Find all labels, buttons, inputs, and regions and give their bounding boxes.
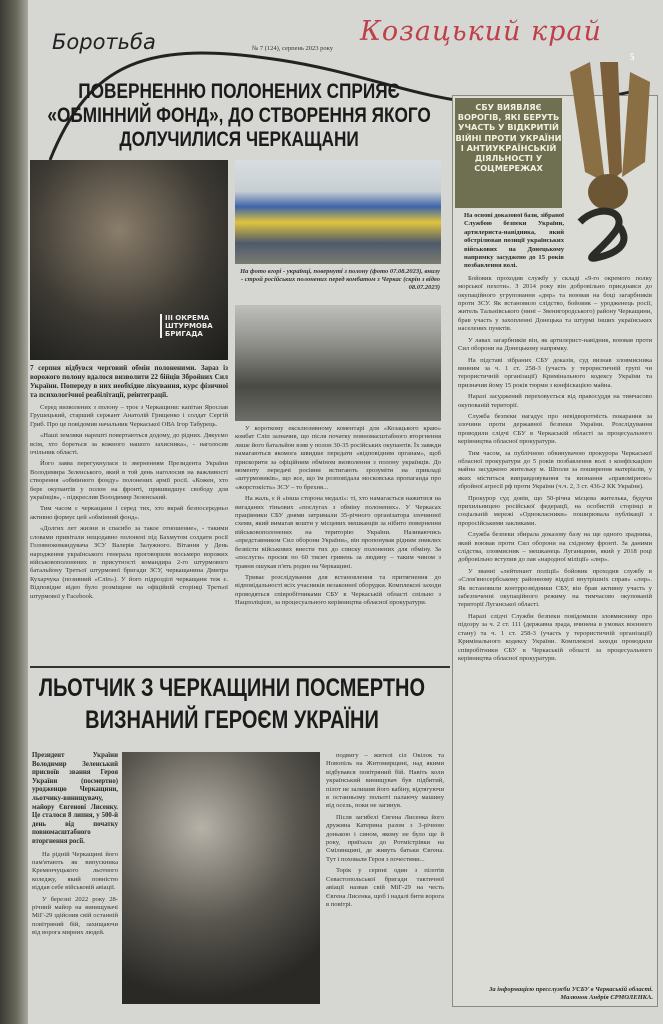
paragraph: Торік у серпні один з пілотів Севастопольської бригади тактичної авіації назвав свій МіГ-29 на честь Євгена Лисенка, щоб і надалі бити ворога в повітрі.	[326, 867, 444, 908]
article2-right-column	[326, 752, 444, 1016]
paragraph: Прокурор суд довів, що 50-річна місцева жителька, будучи прихильницею російської федерації, на особистій сторінці в соціальній мережі «Однокласники» поширювала публікації з проросійськими закликами.	[458, 494, 652, 527]
photo-caption: На фото вгорі - українці, повернуті з полону (фото 07.08.2023), внизу - строй російських полонених перед комбатом з Черкас (скрін з відео 08.07.2023)	[240, 268, 440, 291]
paragraph: «Долгих лет жизни и спасибо за такое отношение», - такими словами привітали нещодавно полонені під Бахмутом солдати росії Головнокомандувача ЗСУ Валерія Залужного. Вітання у День народження українського генерала проговорили восьмеро ворожих військовополонених в присутності командира 2-го штурмового батальйону Третьої штурмової бригади ЗСУ, черкащанина Дмитра Кухарчука (позивний «Сліп»). У його підрозділі черкащани теж є. Відповідне відео було розміщене на офіційній сторінці Третьої штурмової у Facebook.	[30, 525, 228, 600]
sidebar-signature	[458, 986, 653, 1002]
paragraph: «Наші земляки нарешті повертаються додому, до рідних. Дякуємо всім, хто бореться за кожного нашого захисника», - наголосив очільник області.	[30, 432, 228, 457]
paragraph: У короткому ексклюзивному коментарі для «Козацького краю» комбат Сліп зазначив, що після початку повномасштабного вторгнення лише його батальйон взяв у полон 30-35 російських окупантів. Їх завжди намагаються якомога швидше передати «відповідним органам», щоб прискорити за офіційним обміном визволення з полону українців. До моменту передачі росіяни встигають зрозуміти на прикладі «штурмовиків», що все, що їм розповідала московська пропаганда про «жорстокість» ЗСУ – то брехня...	[235, 425, 441, 491]
article2-left-block	[32, 752, 118, 1016]
soldier-photo	[30, 160, 228, 360]
paragraph: У званні «лейтенант поліції» бойовик проходив службу в «Слов'яносербському районному відділі внутрішніх справ» «лнр». Як встановили контррозвідники СБУ, він брав активну участь у забезпеченні окупаційного режиму на тимчасово окупованій території Луганської області.	[458, 567, 652, 609]
pilot-photo	[122, 752, 320, 1004]
paragraph: Тим часом є черкащани і серед тих, хто вкрай безпосередньо активно формує цей «обмінний фонд».	[30, 505, 228, 521]
paragraph: Після загибелі Євгена Лисенка його дружина Катерина разом з 3-річною донькою і сином, якому не було ще й року, приїхала до Ротмістрівки на Смілянщині, де живуть батьки Євгена. Тут і поховали Героя з почестями...	[326, 813, 444, 863]
sidebar-lead: На основі доказової бази, зібраної Службою безпеки України, артилериста-навідника, який обстрілював позиції українських військових на Донецькому напрямку засуджено до 15 років позбавлення волі.	[464, 212, 564, 270]
sidebar-headline: СБУ ВИЯВЛЯЄ ВОРОГІВ, ЯКІ БЕРУТЬ УЧАСТЬ У ВІДКРИТІЙ ВІЙНІ ПРОТИ УКРАЇНИ І АНТИУКРАЇНСЬКІЙ ДІЯЛЬНОСТІ У СОЦМЕРЕЖАХ	[455, 98, 562, 208]
adjacent-page-edge	[0, 0, 28, 1024]
issue-info: № 7 (124), серпень 2023 року	[252, 45, 334, 52]
article1-headline: ПОВЕРНЕННЮ ПОЛОНЕНИХ СПРИЯЄ «ОБМІННИЙ ФОНД», ДО СТВОРЕННЯ ЯКОГО ДОЛУЧИЛИСЯ ЧЕРКАЩАНИ	[47, 80, 431, 151]
paragraph: Наразі засуджений переховується від правосуддя на тимчасово окупованій території.	[458, 393, 652, 409]
article1-lead: 7 серпня відбувся черговий обмін полоненими. Зараз із ворожого полону вдалося визволити 22 бійців Збройних Сил України. Попереду в них необхідне лікування, курс фізичної та психологічної реабілітації, реінтеграції.	[30, 364, 228, 399]
paragraph: На жаль, є й «інша сторона медалі»: ті, хто намагається нажитися на вигаданих тіньових «послугах з обміну полонених». У Черкасах працівники СБУ днями затримали 35-річного організатора злочинної схеми, який вимагав кошти у місцевих мешканців за нібито повернення військовополонених на територію України. Називаючись «представником Сил оборони України», він пропонував рідним зниклих безвісти військових внести тих до списку полонених для обміну. За «послуги» просив по 60 тисяч гривень за людину – таким чином з травня ошукав п'ять родин на Черкащині.	[235, 495, 441, 570]
signature-source: За інформацією пресслужби УСБУ в Черкаській області.	[489, 986, 653, 993]
paragraph: У березні 2022 року 28-річний майор на винищувачі МіГ-29 здійснив свій останній повітряний бій, захищаючи від ворога мирних людей.	[32, 895, 118, 937]
paragraph: Наразі слідчі Служби безпеки повідомили зловмиснику про підозру за ч. 2 ст. 111 (державна зрада, вчинена в умовах воєнного стану) та ч. 1 ст. 258-3 (участь у терористичній організації) Кримінального кодексу України. Комплексні заходи проводили співробітники СБУ в Черкаській області за процесуального керівництва обласної прокуратури.	[458, 612, 652, 662]
article2-lead: Президент України Володимир Зеленський присвоїв звання Героя України (посмертно) уродженцю Черкащини, льотчику-винищувачу, майору Євгенові Лисенку. Це сталося 8 липня, у 500-й день від початку повномасштабного вторгнення росії.	[32, 752, 118, 845]
article1-left-column	[30, 404, 228, 662]
returned-prisoners-photo	[235, 160, 441, 264]
paragraph: Служба безпеки збирала доказову базу на ще одного зрадника, який воював проти Сил оборони на східному фронті. За даними слідства, зловмисник – мешканець Луганщини, який у 2018 році добровільно вступив до лав «народної міліції» «лнр».	[458, 531, 652, 564]
paragraph: На підставі зібраних СБУ доказів, суд визнав зловмисника винним за ч. 1 ст. 258-3 (участь у терористичній групі чи терористичній організації) Кримінального кодексу України та призначив йому 15 років тюрми з конфіскацією майна.	[458, 356, 652, 389]
brigade-badge: III ОКРЕМА ШТУРМОВА БРИГАДА	[160, 314, 220, 338]
sidebar-text-block	[458, 212, 652, 982]
signature-illustrator: Малюнок Андрія ЄРМОЛЕНКА.	[560, 994, 653, 1001]
paragraph: Його заява перегукнулася із зверненням Президента України Володимира Зеленського, який в той день наголосив на важливості створення «обмінного фонду» полонених армії росії. «Кожен, хто бере окупантів у полон на фронті, пришвидшує свободу для українців», - підкреслив Володимир Зеленський.	[30, 460, 228, 502]
paragraph: Тим часом, за публічною обвинувачою прокурора Черкаської обласної прокуратури до 5 років позбавлення волі з конфіскацією майна засуджено жительку м. Шполи за поширення матеріалів, у яких міститься виправдовування та визнання «правомірною» збройної агресії рф проти України (ч.ч. 2, 3 ст. 436-2 КК України).	[458, 449, 652, 491]
paragraph: Служба безпеки нагадує про невідворотність покарання за злочини проти державної безпеки України. Розслідування проводили слідчі СБУ в Черкаській області за процесуального керівництва обласної прокуратури.	[458, 412, 652, 446]
article1-middle-column	[235, 425, 441, 661]
sidebar-body	[458, 275, 652, 982]
article2-left-column	[32, 851, 118, 1016]
section-divider	[30, 666, 450, 668]
paragraph: Триває розслідування для встановлення та притягнення до відповідальності всіх учасників незаконної оборудки. Комплексні заходи проводяться співробітниками СБУ в Черкаській області спільно з Нацполіцією, за процесуального керівництва обласної прокуратури.	[235, 573, 441, 607]
paragraph: подвигу – жителі сіл Окілок та Новопіль на Житомирщині, над якими відбувався повітряний бій. Навіть коли український винищувач був підбитий, пілот не залишив його кабіну, відтягуючи в останньому польоті палаючу машину від осель, поки не загинув.	[326, 752, 444, 810]
article2-headline: ЛЬОТЧИК З ЧЕРКАЩИНИ ПОСМЕРТНО ВИЗНАНИЙ ГЕРОЄМ УКРАЇНИ	[38, 674, 426, 734]
paragraph: У лавах загарбників він, як артилерист-навідник, воював проти Сил оборони на Донецькому напрямку.	[458, 336, 652, 353]
page-number: 5	[630, 52, 635, 62]
paragraph: Бойовик проходив службу у складі «9-го окремого полку морської пехоти». З 2014 року він добровільно приєднався до окупаційного угруповання «днр» та воював на боці загарбників проти ЗСУ. Як встановило слідство, бойовик – уродженець росії, житель Тальнівського (нині – Звенигородського) району Черкащини, брав участь у захопленні Донецька та штурмі інших українських населених пунктів.	[458, 274, 652, 333]
paragraph: Серед визволених з полону – троє з Черкащини: капітан Ярослав Грушецький, старший сержант Анатолій Грищенко і солдат Сергій Гриб. Про це повідомив начальник Черкаської ОВА Ігор Табурець.	[30, 404, 228, 428]
russian-prisoners-photo	[235, 305, 441, 421]
article1-left-block	[30, 364, 228, 662]
paragraph: На рідній Черкащині його пам'ятають як випускника Кременчуцького льотного коледжу, який повністю віддав себе військовій авіації.	[32, 850, 118, 892]
section-title: Боротьба	[52, 30, 156, 54]
newspaper-title: Козацький край	[360, 16, 602, 47]
